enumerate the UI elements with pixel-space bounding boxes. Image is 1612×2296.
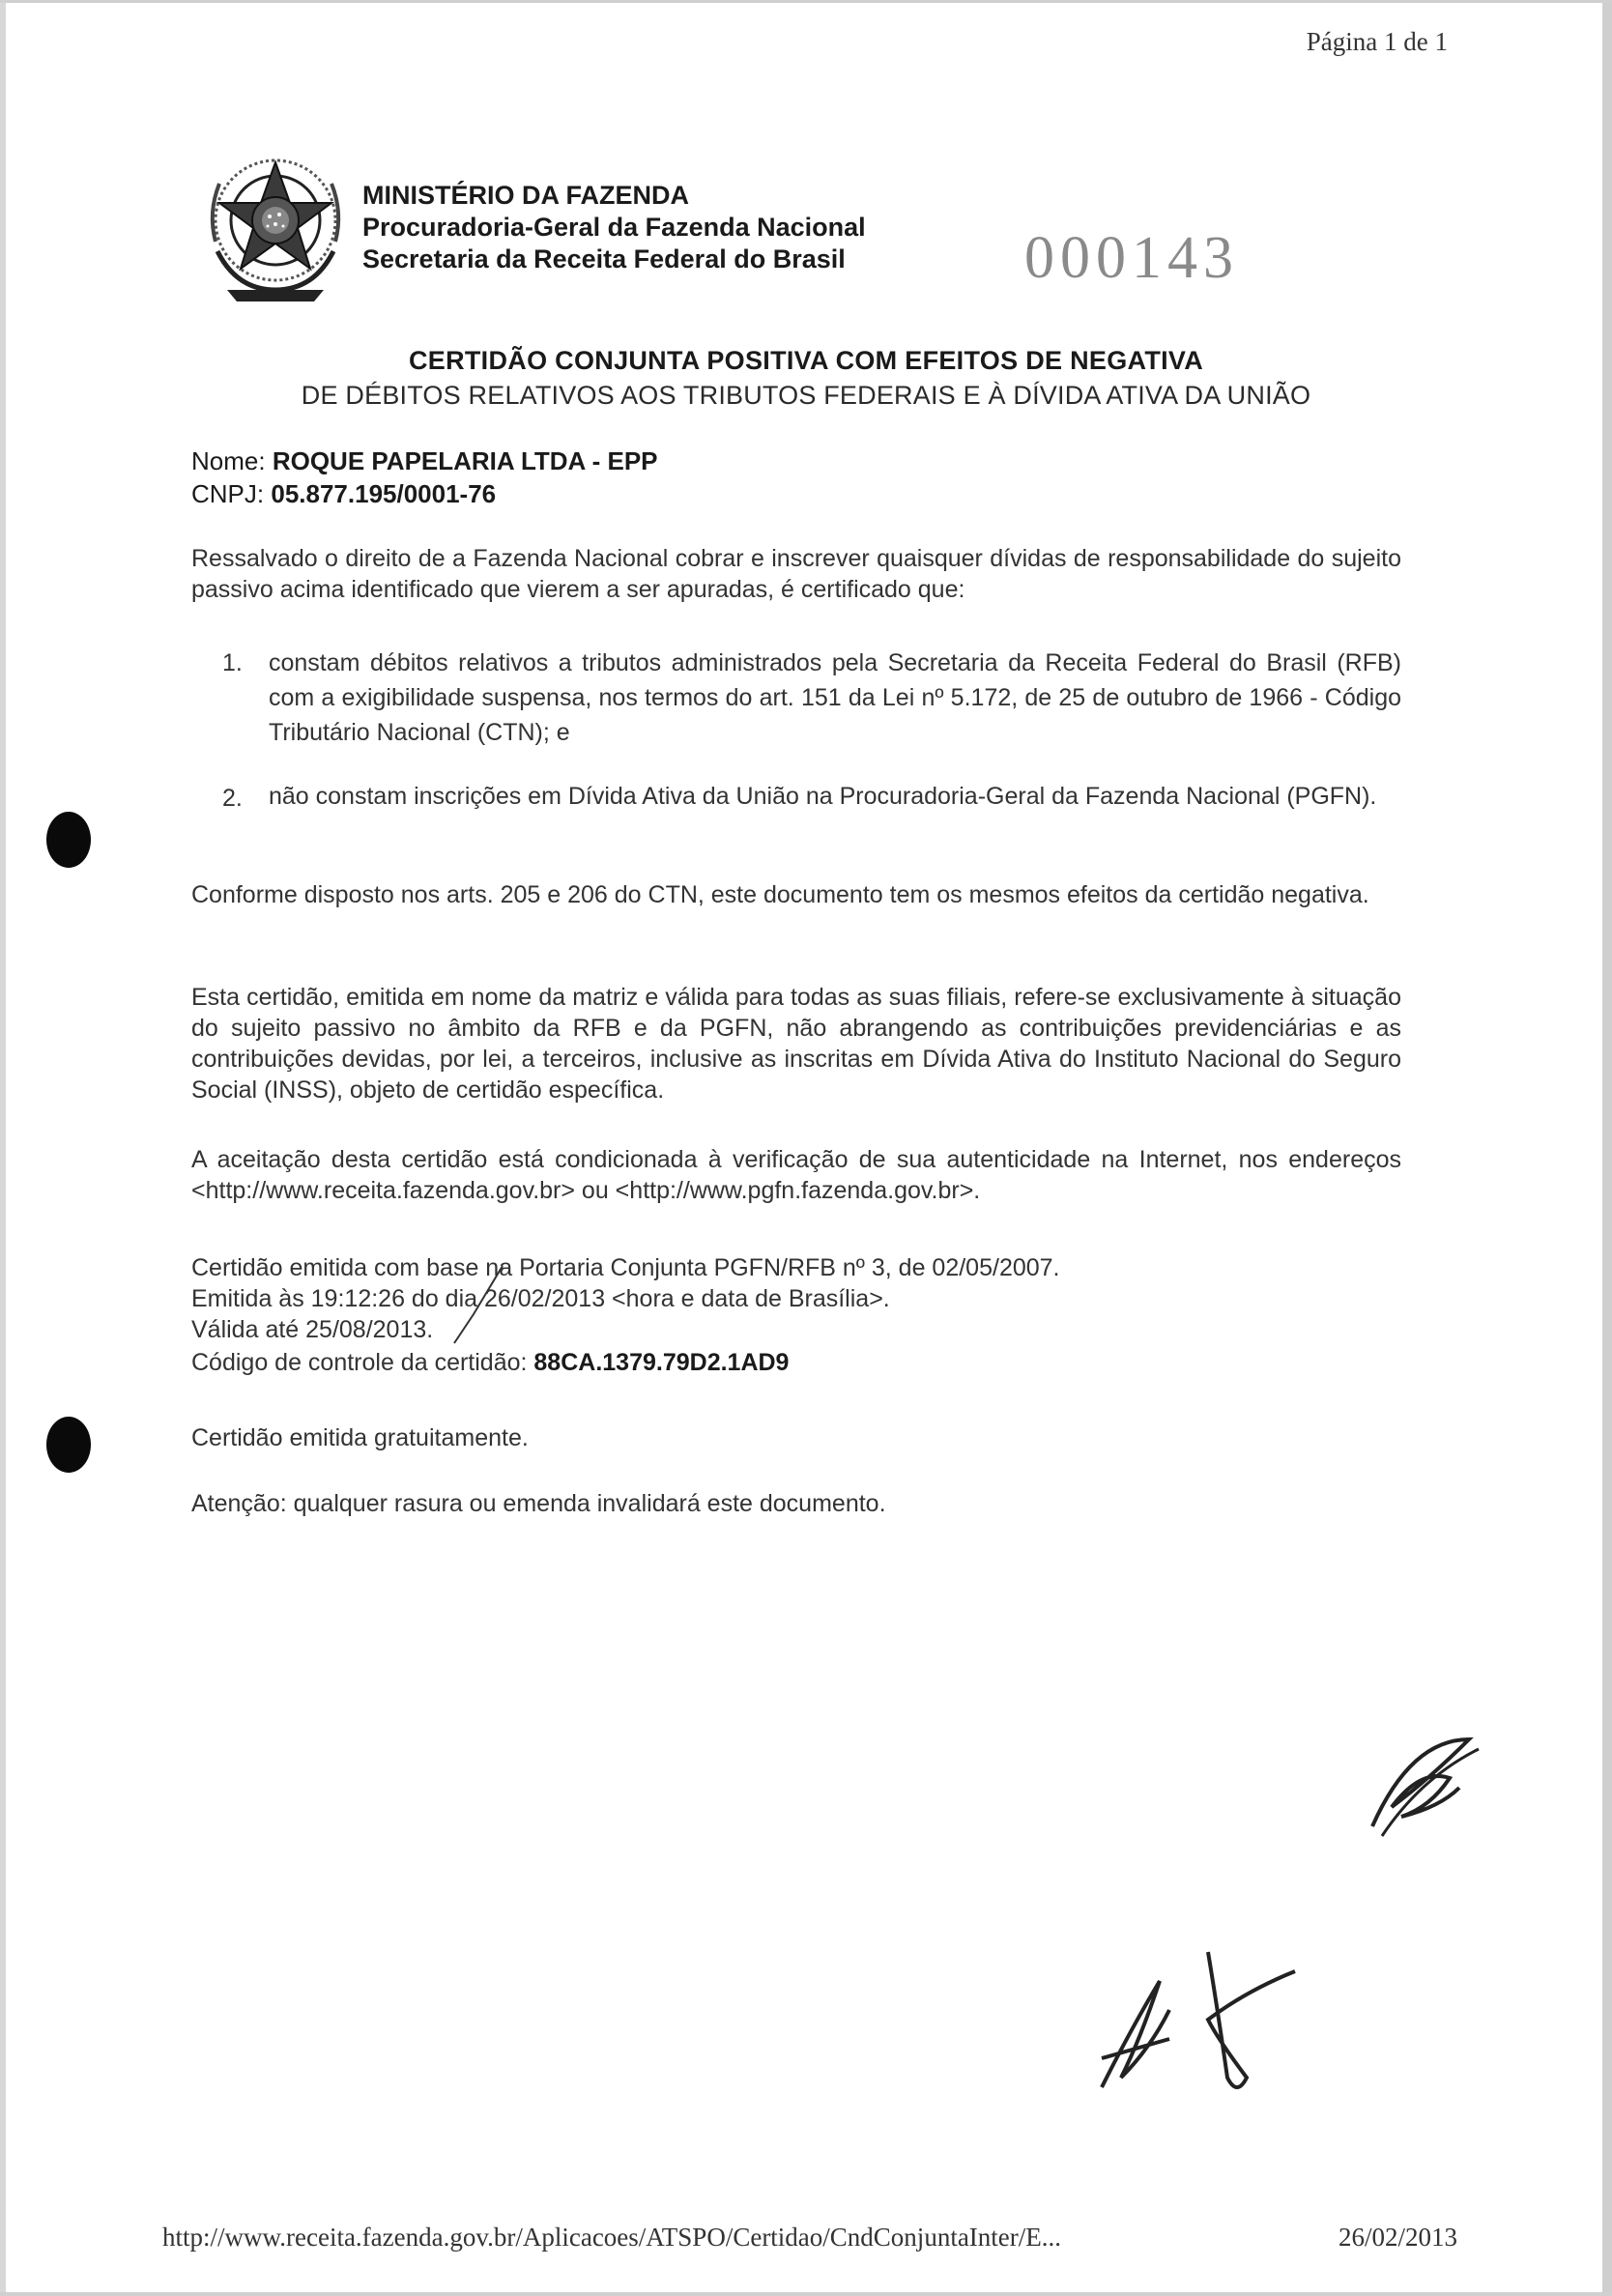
- scope-paragraph: Esta certidão, emitida em nome da matriz e válida para todas as suas filiais, refere-se exclusivamente à situação do sujeito passivo no âmbito da RFB e da PGFN, não abrangendo as contribuições previdenciárias e as contribuições devidas, por lei, a terceiros, inclusive as inscritas em Dívida Ativa do Instituto Nacional do Seguro Social (INSS), objeto de certidão específica.: [191, 984, 1401, 1104]
- scan-edge-left: [0, 0, 6, 2296]
- pen-stroke-mark: [445, 1256, 522, 1353]
- signature-initials-icon: [1063, 1933, 1314, 2107]
- warning-note: Atenção: qualquer rasura ou emenda invalidará este documento.: [191, 1490, 886, 1517]
- page-number: Página 1 de 1: [1306, 27, 1448, 56]
- issuer-header: [362, 180, 866, 275]
- footer-url: http://www.receita.fazenda.gov.br/Aplicacoes/ATSPO/Certidao/CndConjuntaInter/E...: [162, 2223, 1062, 2252]
- item-number: 2.: [222, 785, 243, 812]
- signature-rubric-icon: [1353, 1720, 1488, 1855]
- name-label: Nome:: [191, 446, 266, 475]
- stamp-number: 000143: [1024, 225, 1239, 291]
- certificate-title: CERTIDÃO CONJUNTA POSITIVA COM EFEITOS DE NEGATIVA: [408, 346, 1204, 375]
- item-text: não constam inscrições em Dívida Ativa da União na Procuradoria-Geral da Fazenda Nacional (PGFN).: [269, 783, 1377, 810]
- punch-hole: [46, 1417, 91, 1473]
- name-value: ROQUE PAPELARIA LTDA - EPP: [272, 446, 658, 475]
- item-text: constam débitos relativos a tributos administrados pela Secretaria da Receita Federal do Brasil (RFB) com a exigibilidade suspensa, nos termos do art. 151 da Lei nº 5.172, de 25 de outubro de 1966 - Código Tributário Nacional (CTN); e: [269, 649, 1401, 746]
- pgfn-name: Procuradoria-Geral da Fazenda Nacional: [362, 213, 866, 242]
- ministry-name: MINISTÉRIO DA FAZENDA: [362, 181, 690, 210]
- internet-paragraph: A aceitação desta certidão está condicionada à verificação de sua autenticidade na Internet, nos endereços <http://www.receita.fazenda.gov.br> ou <http://www.pgfn.fazenda.gov.br>.: [191, 1146, 1401, 1204]
- punch-hole: [46, 812, 91, 868]
- ctn-paragraph: Conforme disposto nos arts. 205 e 206 do CTN, este documento tem os mesmos efeitos da certidão negativa.: [191, 881, 1369, 908]
- intro-paragraph: Ressalvado o direito de a Fazenda Nacional cobrar e inscrever quaisquer dívidas de responsabilidade do sujeito passivo acima identificado que vierem a ser apuradas, é certificado que:: [191, 545, 1401, 603]
- control-code-value: 88CA.1379.79D2.1AD9: [533, 1349, 790, 1376]
- free-emission-note: Certidão emitida gratuitamente.: [191, 1424, 529, 1451]
- control-code-line: [191, 1349, 789, 1377]
- coat-of-arms-icon: [198, 145, 353, 309]
- validity-date: Válida até 25/08/2013.: [191, 1316, 434, 1343]
- certificate-subtitle: DE DÉBITOS RELATIVOS AOS TRIBUTOS FEDERAIS E À DÍVIDA ATIVA DA UNIÃO: [301, 381, 1311, 410]
- taxpayer-identification: [191, 445, 658, 510]
- scan-edge-top: [0, 0, 1612, 3]
- emission-basis: Certidão emitida com base na Portaria Conjunta PGFN/RFB nº 3, de 02/05/2007.: [191, 1254, 1060, 1281]
- cnpj-value: 05.877.195/0001-76: [271, 479, 497, 508]
- control-code-label: Código de controle da certidão:: [191, 1349, 528, 1376]
- footer-date: 26/02/2013: [1338, 2223, 1457, 2252]
- item-number: 1.: [222, 649, 243, 676]
- scan-edge-bottom: [0, 2292, 1612, 2296]
- emission-datetime: Emitida às 19:12:26 do dia 26/02/2013 <hora e data de Brasília>.: [191, 1285, 890, 1312]
- cnpj-label: CNPJ:: [191, 479, 265, 508]
- scan-edge-right: [1602, 0, 1612, 2296]
- rfb-name: Secretaria da Receita Federal do Brasil: [362, 244, 846, 273]
